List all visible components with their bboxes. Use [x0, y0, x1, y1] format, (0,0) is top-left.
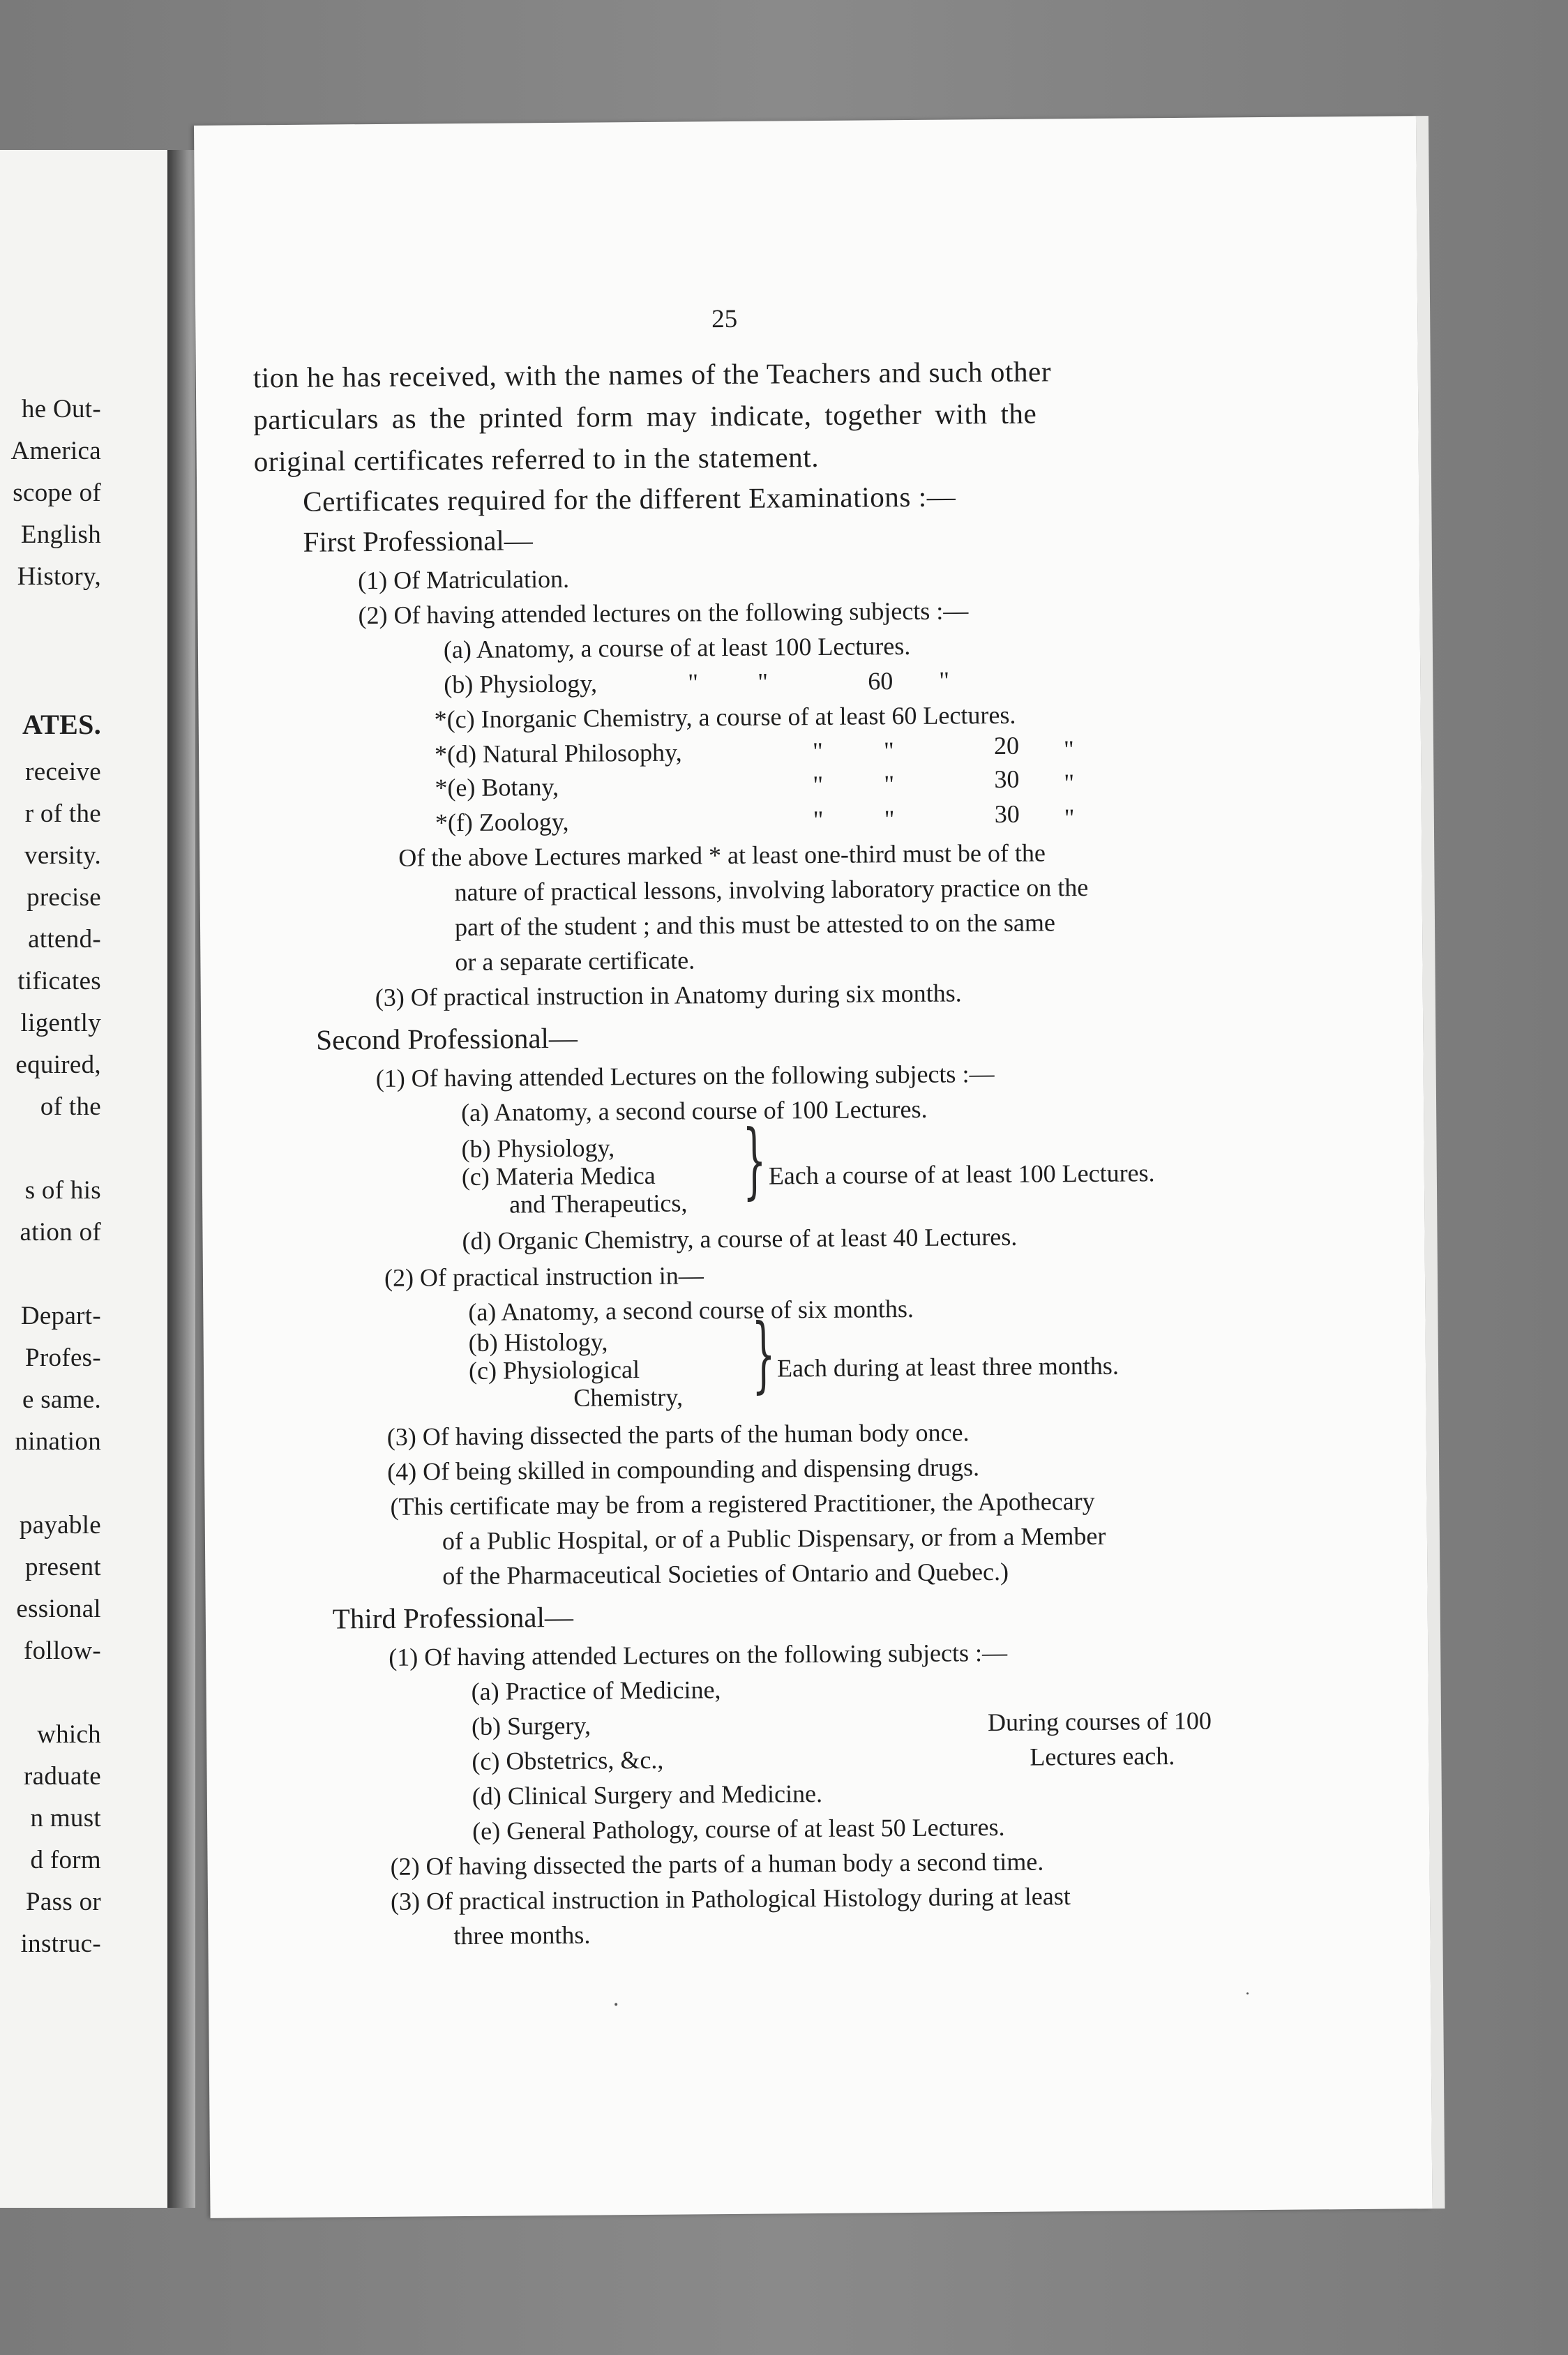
- second-item-2: (2) Of practical instruction in—: [384, 1261, 704, 1292]
- second-item-4: (4) Of being skilled in compounding and dispensing drugs.: [387, 1453, 980, 1486]
- left-page-fragment: follow-: [23, 1637, 101, 1665]
- third-professional-heading: Third Professional—: [332, 1600, 574, 1635]
- ditto-mark: ": [883, 737, 894, 765]
- left-page-fragment: payable: [19, 1511, 101, 1540]
- third-item-c: (c) Obstetrics, &c.,: [472, 1745, 664, 1775]
- left-page-fragment: present: [25, 1553, 101, 1581]
- lecture-count: 30: [994, 765, 1020, 794]
- second-brace-note-2: Each during at least three months.: [776, 1351, 1120, 1383]
- left-page-fragment: equired,: [15, 1051, 101, 1079]
- left-page-fragment: Pass or: [26, 1888, 101, 1916]
- first-note-3: part of the student ; and this must be attested to on the same: [454, 908, 1055, 942]
- first-item-a: (a) Anatomy, a course of at least 100 Lectures.: [443, 631, 911, 664]
- intro-line-4: Certificates required for the different Examinations :—: [303, 480, 956, 518]
- left-page-fragment: America: [10, 437, 101, 465]
- left-page-fragment: d form: [30, 1846, 101, 1874]
- lecture-count: 60: [868, 667, 894, 695]
- main-page: [194, 116, 1433, 2218]
- ink-speck: [1246, 1992, 1249, 1994]
- ink-speck: [615, 2003, 617, 2006]
- second-note-2: of a Public Hospital, or of a Public Dispensary, or from a Member: [442, 1521, 1106, 1556]
- second-brace-note: Each a course of at least 100 Lectures.: [768, 1159, 1155, 1190]
- first-item-2: (2) Of having attended lectures on the following subjects :—: [358, 596, 969, 630]
- second-practical-c-cont: Chemistry,: [573, 1383, 684, 1412]
- second-item-d: (d) Organic Chemistry, a course of at least 40 Lectures.: [462, 1222, 1018, 1256]
- left-page-fragment: which: [37, 1720, 101, 1749]
- left-page-fragment: s of his: [24, 1176, 101, 1205]
- third-side-note-2: Lectures each.: [1030, 1742, 1175, 1771]
- ditto-mark: ": [884, 770, 895, 799]
- first-item-3: (3) Of practical instruction in Anatomy during six months.: [375, 979, 962, 1011]
- first-item-d: *(d) Natural Philosophy,: [434, 738, 682, 769]
- left-page-fragment: Profes-: [25, 1344, 101, 1372]
- left-page-fragment: instruc-: [20, 1929, 101, 1958]
- intro-line-2: particulars as the printed form may indicate, together with the: [253, 397, 1037, 436]
- first-note-4: or a separate certificate.: [455, 946, 695, 977]
- second-item-c-cont: and Therapeutics,: [509, 1189, 688, 1219]
- left-page-fragment: English: [20, 520, 101, 549]
- left-page-fragment: he Out-: [21, 395, 101, 423]
- left-page-fragment: History,: [17, 562, 101, 591]
- third-item-3: (3) Of practical instruction in Pathological Histology during at least: [390, 1882, 1071, 1916]
- third-item-d: (d) Clinical Surgery and Medicine.: [472, 1779, 823, 1810]
- first-item-f: *(f) Zoology,: [435, 807, 569, 837]
- left-page-fragment: e same.: [22, 1385, 101, 1414]
- third-item-2: (2) Of having dissected the parts of a human body a second time.: [390, 1847, 1044, 1881]
- left-facing-page: [0, 150, 167, 2208]
- lecture-count: 30: [994, 799, 1020, 829]
- second-note-1: (This certificate may be from a registered Practitioner, the Apothecary: [390, 1487, 1095, 1521]
- left-page-fragment: nination: [15, 1427, 101, 1456]
- left-page-fragment: precise: [27, 883, 101, 912]
- ditto-mark: ": [813, 770, 824, 799]
- third-item-e: (e) General Pathology, course of at least 50 Lectures.: [472, 1812, 1005, 1845]
- book-gutter: [167, 150, 195, 2208]
- left-page-fragment: Depart-: [20, 1302, 101, 1330]
- ditto-mark: ": [688, 668, 699, 697]
- intro-line-1: tion he has received, with the names of the Teachers and such other: [252, 355, 1052, 394]
- third-item-1: (1) Of having attended Lectures on the following subjects :—: [389, 1638, 1008, 1671]
- left-page-fragment: tificates: [17, 967, 101, 995]
- right-brace: }: [751, 1305, 776, 1402]
- left-page-fragment: ATES.: [22, 709, 101, 740]
- second-practical-c: (c) Physiological: [468, 1355, 640, 1385]
- ditto-mark: ": [813, 805, 824, 834]
- second-item-3: (3) Of having dissected the parts of the human body once.: [386, 1418, 970, 1451]
- second-item-c: (c) Materia Medica: [461, 1161, 656, 1191]
- left-page-fragment: ation of: [20, 1218, 101, 1247]
- ditto-mark: ": [757, 668, 769, 696]
- left-page-fragment: versity.: [24, 841, 101, 870]
- second-professional-heading: Second Professional—: [316, 1021, 578, 1056]
- third-item-3-cont: three months.: [453, 1920, 591, 1950]
- third-side-note-1: During courses of 100: [987, 1706, 1212, 1737]
- left-page-fragment: scope of: [13, 479, 101, 507]
- first-professional-heading: First Professional—: [303, 524, 534, 558]
- left-page-fragment: raduate: [24, 1762, 101, 1791]
- first-note-2: nature of practical lessons, involving laboratory practice on the: [454, 873, 1089, 907]
- first-item-1: (1) Of Matriculation.: [357, 564, 570, 595]
- first-item-c: *(c) Inorganic Chemistry, a course of at least 60 Lectures.: [434, 700, 1016, 734]
- lecture-count: 20: [993, 731, 1020, 760]
- ditto-mark: ": [1064, 769, 1075, 797]
- ditto-mark: ": [1063, 735, 1074, 764]
- first-item-b: (b) Physiology,: [444, 669, 598, 699]
- second-item-1: (1) Of having attended Lectures on the following subjects :—: [375, 1060, 995, 1092]
- second-practical-a: (a) Anatomy, a second course of six months.: [468, 1294, 914, 1326]
- right-brace: }: [742, 1111, 767, 1208]
- third-item-a: (a) Practice of Medicine,: [471, 1676, 721, 1706]
- left-page-fragment: ligently: [20, 1009, 101, 1037]
- left-page-fragment: of the: [40, 1092, 101, 1121]
- left-page-fragment: essional: [16, 1595, 101, 1623]
- ditto-mark: ": [939, 666, 950, 695]
- intro-line-3: original certificates referred to in the statement.: [253, 440, 820, 478]
- first-note-1: Of the above Lectures marked * at least one-third must be of the: [398, 838, 1046, 872]
- second-item-b: (b) Physiology,: [461, 1134, 615, 1164]
- ditto-mark: ": [1064, 804, 1075, 832]
- second-note-3: of the Pharmaceutical Societies of Ontario and Quebec.): [442, 1557, 1009, 1590]
- second-item-a: (a) Anatomy, a second course of 100 Lectures.: [460, 1094, 928, 1127]
- first-item-e: *(e) Botany,: [435, 772, 559, 802]
- ditto-mark: ": [812, 737, 823, 766]
- second-practical-b: (b) Histology,: [468, 1327, 608, 1357]
- left-page-fragment: n must: [30, 1804, 101, 1833]
- left-page-fragment: attend-: [28, 925, 101, 954]
- left-page-fragment: r of the: [24, 799, 101, 828]
- ditto-mark: ": [884, 805, 895, 834]
- left-page-fragment: receive: [25, 758, 101, 786]
- third-item-b: (b) Surgery,: [471, 1711, 591, 1740]
- page-number: 25: [711, 304, 738, 334]
